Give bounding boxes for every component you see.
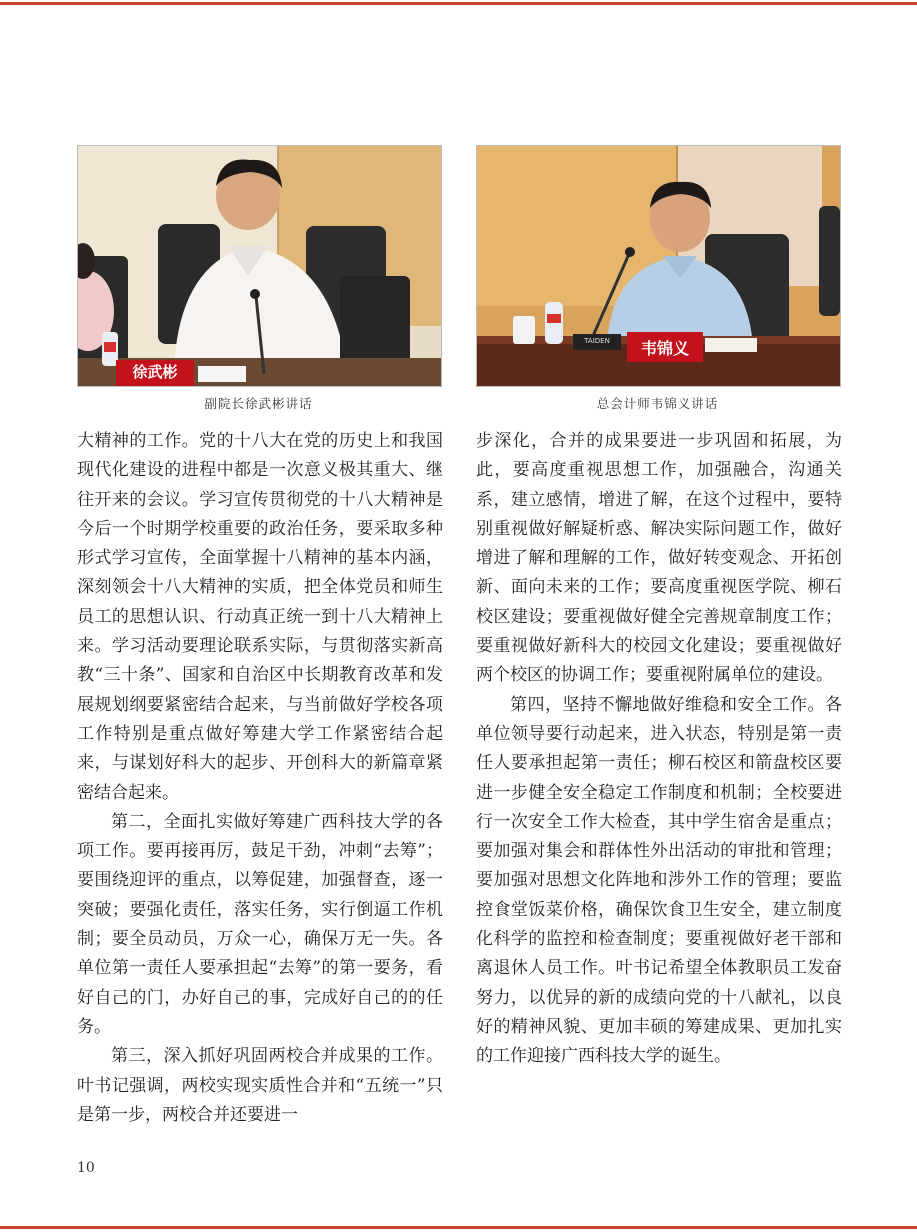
paragraph: 大精神的工作。党的十八大在党的历史上和我国现代化建设的进程中都是一次意义极其重大、继往开来的会议。学习宣传贯彻党的十八大精神是今后一个时期学校重要的政治任务，要采取多种形式学习宣传，全面掌握十八精神的基本内涵，深刻领会十八大精神的实质，把全体党员和师生员工的思想认识、行动真正统一到十八大精神上来。学习活动要理论联系实际，与贯彻落实新高教“三十条”、国家和自治区中长期教育改革和发展规划纲要紧密结合起来，与当前做好学校各项工作特别是重点做好筹建大学工作紧密结合起来，与谋划好科大的起步、开创科大的新篇章紧密结合起来。	[77, 431, 443, 803]
photo-wei-jinyi	[476, 145, 841, 387]
photo-xu-wubin	[77, 145, 442, 387]
paragraph: 第二，全面扎实做好筹建广西科技大学的各项工作。要再接再厉，鼓足干劲，冲刺“去筹”；要围绕迎评的重点，以筹促建，加强督查，逐一突破；要强化责任，落实任务，实行倒逼工作机制；要全员动员，万众一心，确保万无一失。各单位第一责任人要承担起“去筹”的第一要务，看好自己的门，办好自己的事，完成好自己的的任务。	[77, 811, 443, 1037]
caption-left: 副院长徐武彬讲话	[204, 396, 313, 411]
top-rule	[0, 2, 917, 5]
caption-right: 总会计师韦锦义讲话	[596, 396, 719, 411]
paragraph: 步深化，合并的成果要进一步巩固和拓展，为此，要高度重视思想工作，加强融合，沟通关系，建立感情，增进了解，在这个过程中，要特别重视做好解疑析惑、解决实际问题工作，做好增进了解和理解的工作，做好转变观念、开拓创新、面向未来的工作；要高度重视医学院、柳石校区建设；要重视做好健全完善规章制度工作；要重视做好新科大的校园文化建设；要重视做好两个校区的协调工作；要重视附属单位的建设。	[476, 431, 842, 686]
mic-brand-label: TAIDEN	[584, 337, 610, 345]
paragraph: 第四，坚持不懈地做好维稳和安全工作。各单位领导要行动起来，进入状态，特别是第一责任人要承担起第一责任；柳石校区和箭盘校区要进一步健全安全稳定工作制度和机制；全校要进行一次安全工作大检查，其中学生宿舍是重点；要加强对集会和群体性外出活动的审批和管理；要加强对思想文化阵地和涉外工作的管理；要监控食堂饭菜价格，确保饮食卫生安全，建立制度化科学的监控和检查制度；要重视做好老干部和离退休人员工作。叶书记希望全体教职员工发奋努力，以优异的新的成绩向党的十八献礼，以良好的精神风貌、更加丰硕的筹建成果、更加扎实的工作迎接广西科技大学的诞生。	[476, 694, 842, 1067]
nameplate-label: 徐武彬	[132, 363, 178, 381]
article-column-right	[476, 427, 842, 1072]
paragraph: 第三，深入抓好巩固两校合并成果的工作。叶书记强调，两校实现实质性合并和“五统一”只是第一步，两校合并还要进一	[77, 1046, 443, 1125]
nameplate-label: 韦锦义	[640, 339, 689, 358]
article-column-left	[77, 427, 443, 1130]
bottom-rule	[0, 1226, 917, 1229]
page-number: 10	[77, 1160, 95, 1176]
